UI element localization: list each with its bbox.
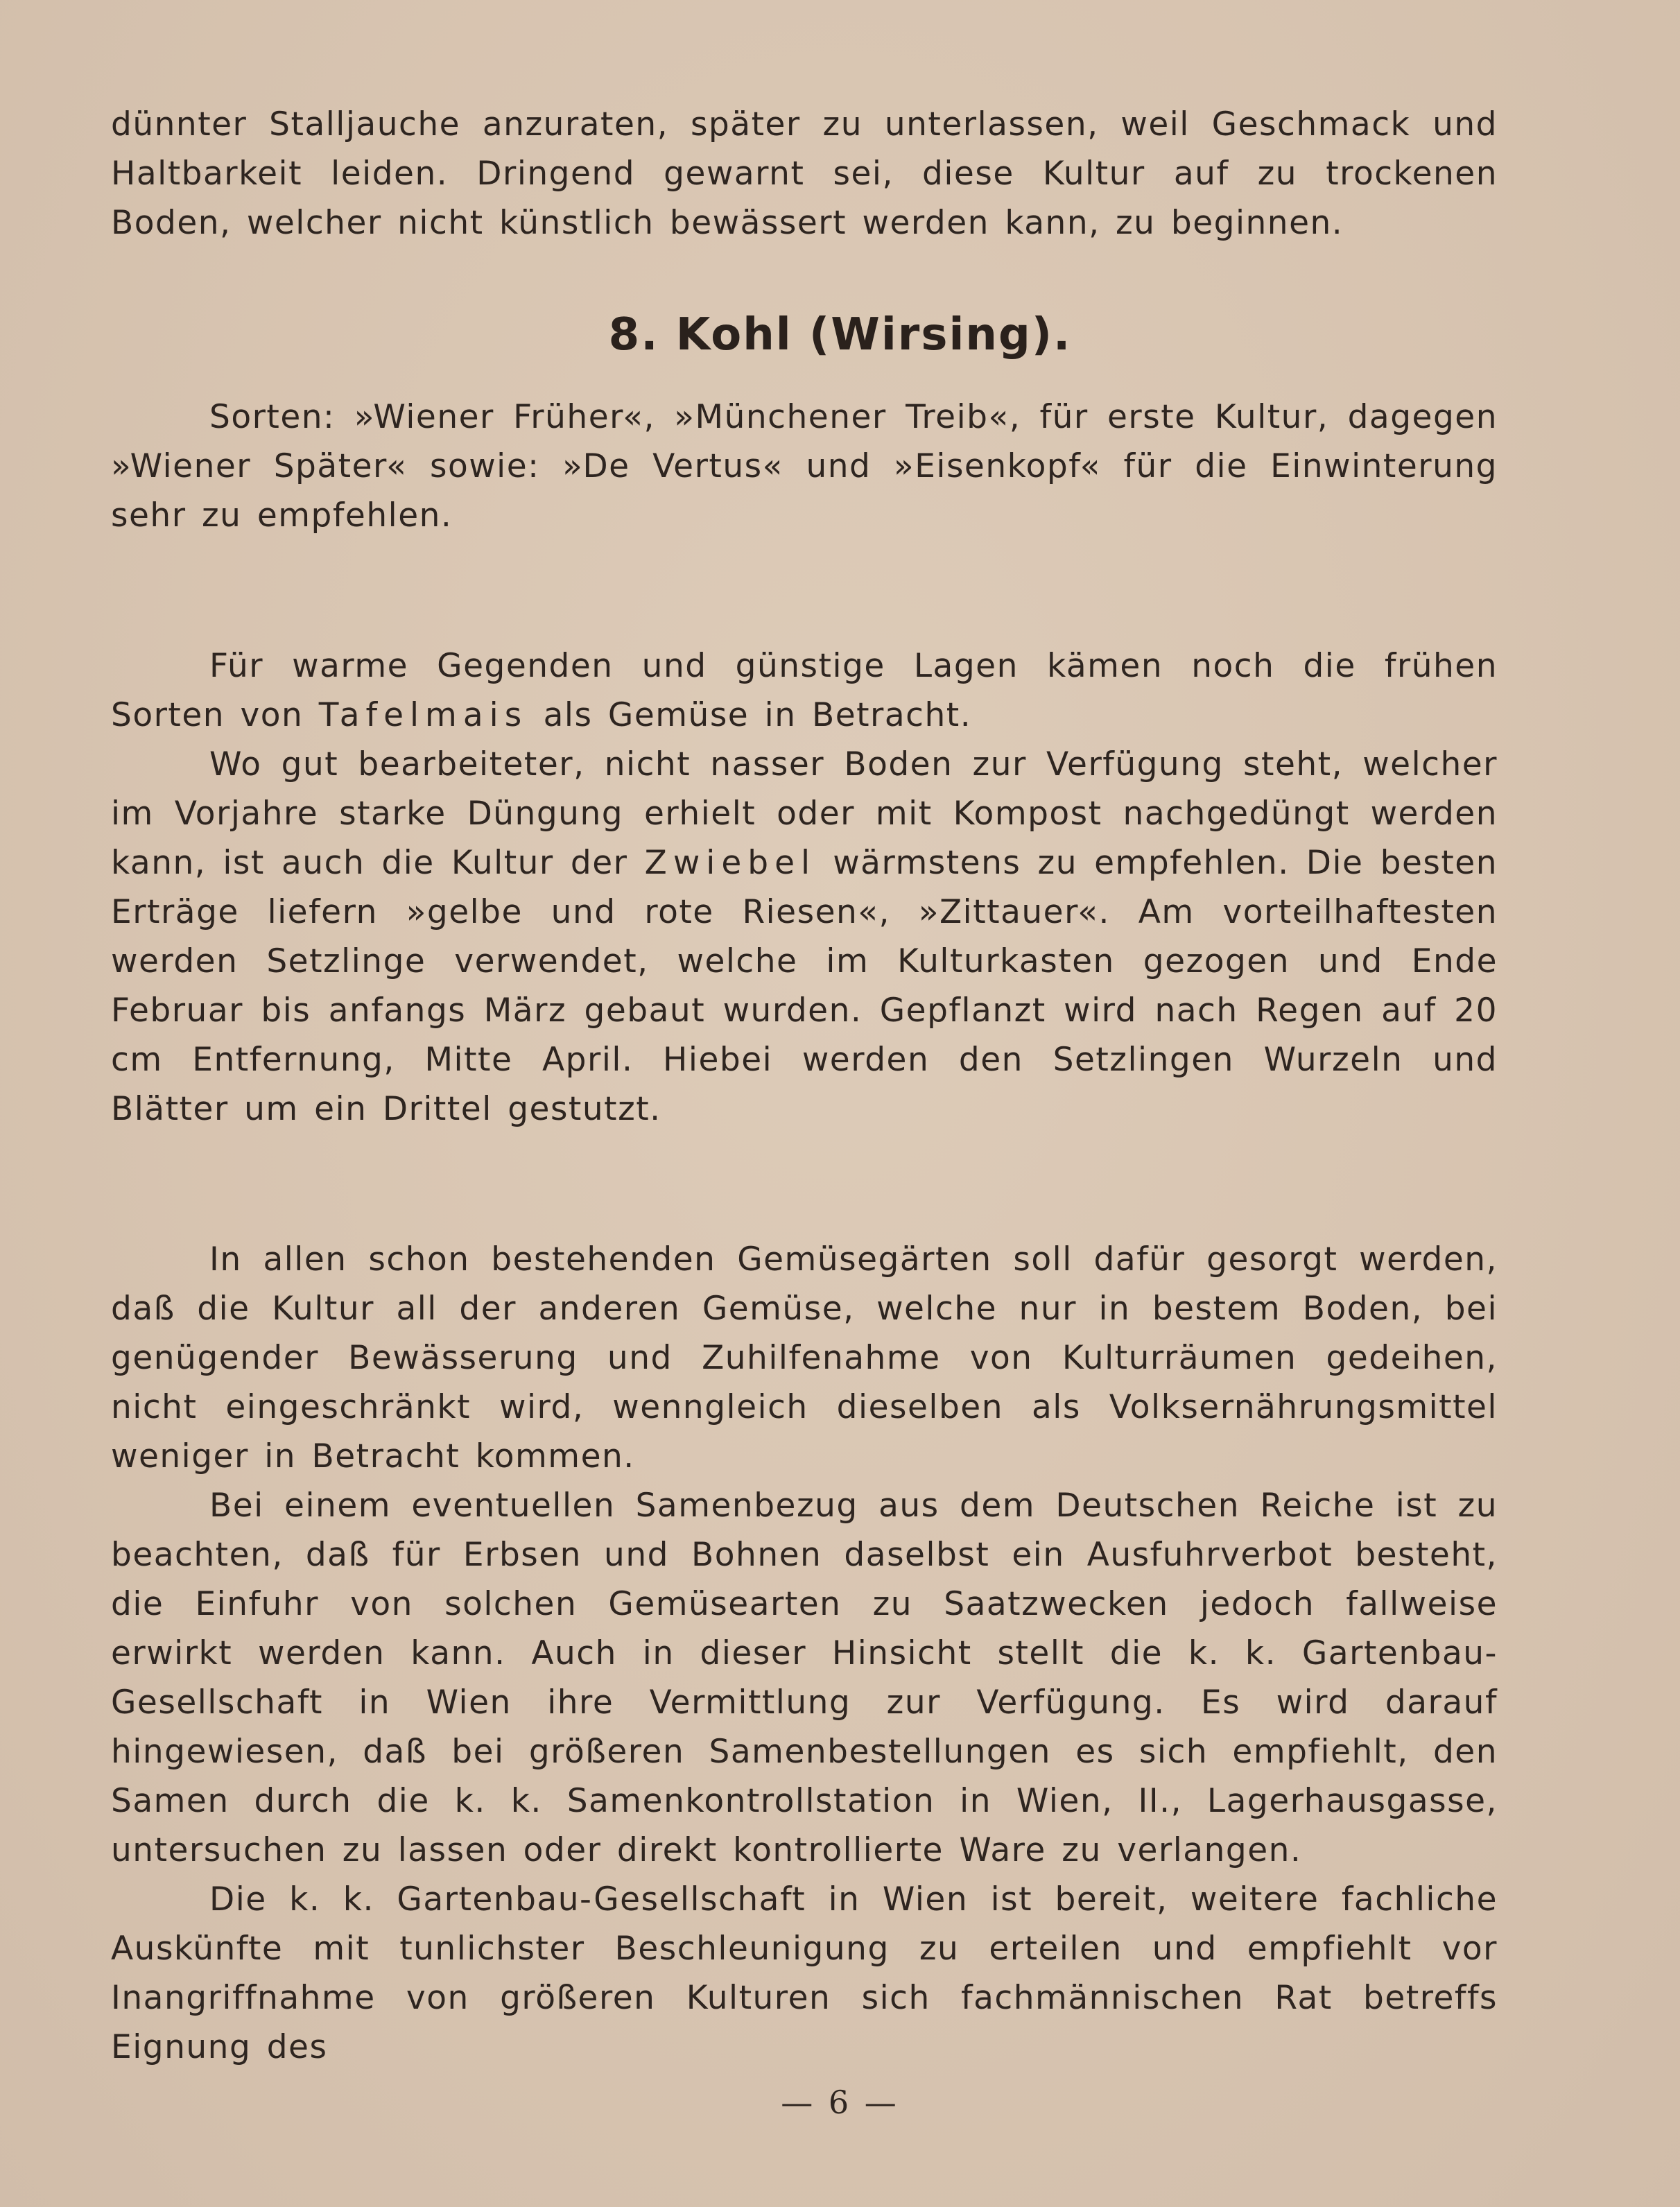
zwiebel-text-before: Wo gut bearbeiteter, nicht nasser Boden zur Verfügung steht, welcher im Vorjahre starke Düngung erhielt oder mit Kompost nachgedüngt werden kann, ist auch die Kultur der	[111, 745, 1498, 882]
intro-paragraph-block	[111, 100, 1498, 248]
section-heading: 8. Kohl (Wirsing).	[608, 309, 1072, 361]
general-paragraphs-block	[111, 1235, 1498, 2072]
tafelmais-term: Tafelmais	[318, 696, 528, 734]
page-number: — 6 —	[781, 2084, 899, 2121]
vegetable-paragraphs-block	[111, 641, 1498, 1134]
zwiebel-text-after: wärmstens zu empfehlen. Die besten Erträge liefern »gelbe und rote Riesen«, »Zittauer«. Am vorteilhaftesten werden Setzlinge verwendet, welche im Kulturkasten gezogen und Ende Februar bis anfangs März gebaut wurden. Gepflanzt wird nach Regen auf 20 cm Entfernung, Mitte April. Hiebei werden den Setzlingen Wurzeln und Blätter um ein Drittel gestutzt.	[111, 844, 1498, 1128]
zwiebel-paragraph	[111, 740, 1498, 1134]
society-paragraph: Die k. k. Gartenbau-Gesellschaft in Wien ist bereit, weitere fachliche Auskünfte mit tunlichster Beschleunigung zu erteilen und empfiehlt vor Inangriffnahme von größeren Kulturen sich fachmännischen Rat betreffs Eignung des	[111, 1880, 1498, 2066]
sorts-paragraph-block	[111, 392, 1498, 540]
intro-paragraph: dünnter Stalljauche anzuraten, später zu unterlassen, weil Geschmack und Haltbarkeit leiden. Dringend gewarnt sei, diese Kultur auf zu trockenen Boden, welcher nicht künstlich bewässert werden kann, zu beginnen.	[111, 105, 1498, 242]
tafelmais-paragraph	[111, 641, 1498, 740]
seed-import-paragraph: Bei einem eventuellen Samenbezug aus dem Deutschen Reiche ist zu beachten, daß für Erbsen und Bohnen daselbst ein Ausfuhrverbot besteht, die Einfuhr von solchen Gemüsearten zu Saatzwecken jedoch fallweise erwirkt werden kann. Auch in dieser Hinsicht stellt die k. k. Gartenbau-Gesellschaft in Wien ihre Vermittlung zur Verfügung. Es wird darauf hingewiesen, daß bei größeren Samenbestellungen es sich empfiehlt, den Samen durch die k. k. Samenkontrollstation in Wien, II., Lagerhausgasse, untersuchen zu lassen oder direkt kontrollierte Ware zu verlangen.	[111, 1487, 1498, 1869]
zwiebel-term: Zwiebel	[644, 844, 817, 882]
tafelmais-text-after: als Gemüse in Betracht.	[528, 696, 972, 734]
gardens-paragraph: In allen schon bestehenden Gemüsegärten soll dafür gesorgt werden, daß die Kultur all der anderen Gemüse, welche nur in bestem Boden, bei genügender Bewässerung und Zuhilfenahme von Kulturräumen gedeihen, nicht eingeschränkt wird, wenngleich dieselben als Volksernährungsmittel weniger in Betracht kommen.	[111, 1240, 1498, 1475]
sorts-paragraph: Sorten: »Wiener Früher«, »Münchener Treib«, für erste Kultur, dagegen »Wiener Später« sowie: »De Vertus« und »Eisenkopf« für die Einwinterung sehr zu empfehlen.	[111, 398, 1498, 535]
tafelmais-text-before: Für warme Gegenden und günstige Lagen kämen noch die frühen Sorten von	[111, 647, 1498, 734]
